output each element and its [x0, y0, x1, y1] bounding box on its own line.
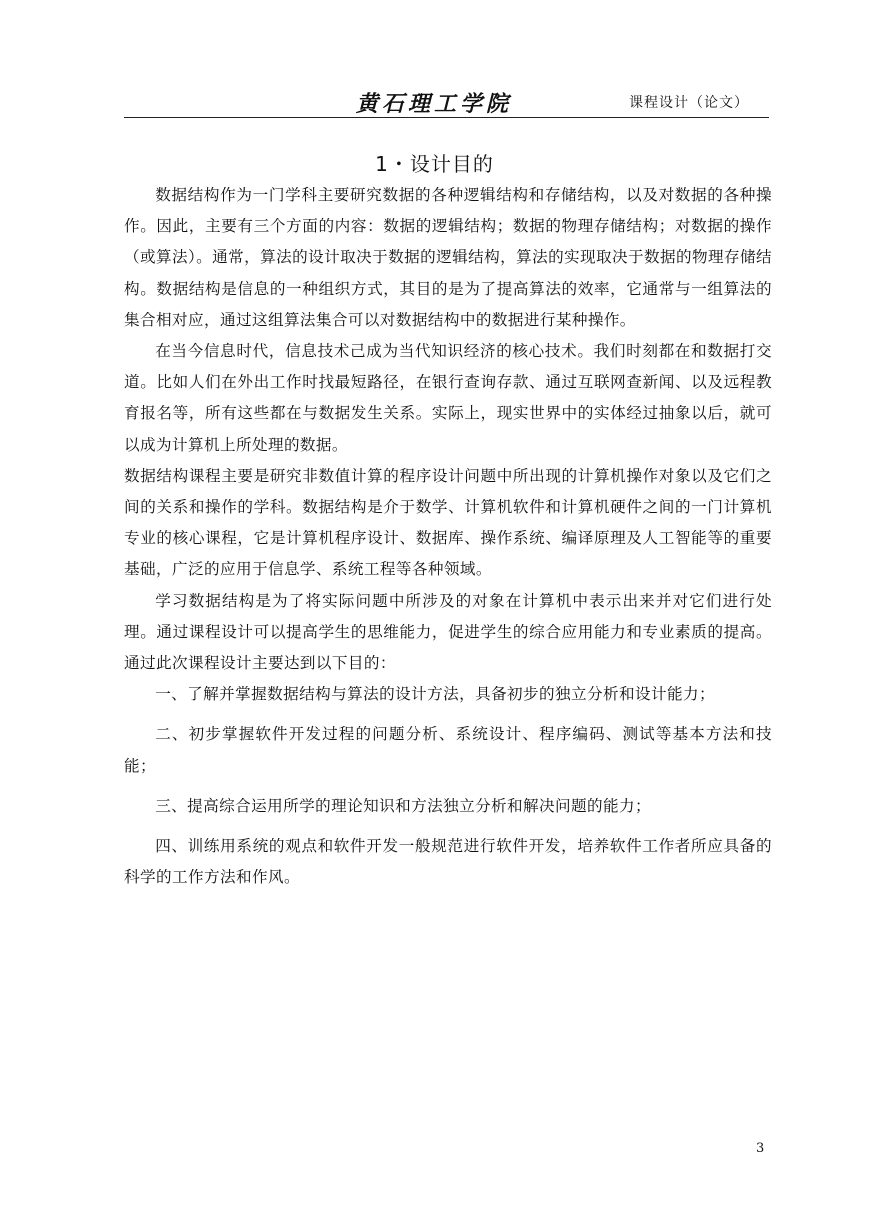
paragraph: 数据结构作为一门学科主要研究数据的各种逻辑结构和存储结构，以及对数据的各种操作。因此，主要有三个方面的内容：数据的逻辑结构；数据的物理存储结构；对数据的操作（或算法）。通常，算法的设计取决于数据的逻辑结构，算法的实现取决于数据的物理存储结构。数据结构是信息的一种组织方式，其目的是为了提高算法的效率，它通常与一组算法的集合相对应，通过这组算法集合可以对数据结构中的数据进行某种操作。	[124, 186, 772, 329]
header-rule	[124, 117, 769, 118]
paragraph: 数据结构课程主要是研究非数值计算的程序设计问题中所出现的计算机操作对象以及它们之间的关系和操作的学科。数据结构是介于数学、计算机软件和计算机硬件之间的一门计算机专业的核心课程，它是计算机程序设计、数据库、操作系统、编译原理及人工智能等的重要基础，广泛的应用于信息学、系统工程等各种领域。	[124, 466, 772, 579]
list-item: 二、初步掌握软件开发过程的问题分析、系统设计、程序编码、测试等基本方法和技能；	[124, 725, 772, 775]
document-type: 课程设计（论文）	[629, 95, 749, 111]
section-title: 1・设计目的	[375, 152, 494, 176]
body-text	[124, 180, 772, 893]
page-number: 3	[756, 1141, 765, 1156]
list-item: 一、了解并掌握数据结构与算法的设计方法，具备初步的独立分析和设计能力；	[155, 685, 715, 704]
paragraph: 在当今信息时代，信息技术己成为当代知识经济的核心技术。我们时刻都在和数据打交道。比如人们在外出工作时找最短路径，在银行查询存款、通过互联网查新闻、以及远程教育报名等，所有这些都在与数据发生关系。实际上，现实世界中的实体经过抽象以后，就可以成为计算机上所处理的数据。	[124, 342, 772, 454]
page-header	[124, 82, 769, 120]
list-item: 四、训练用系统的观点和软件开发一般规范进行软件开发，培养软件工作者所应具备的科学的工作方法和作风。	[124, 837, 772, 887]
paragraph: 学习数据结构是为了将实际问题中所涉及的对象在计算机中表示出来并对它们进行处理。通过课程设计可以提高学生的思维能力，促进学生的综合应用能力和专业素质的提高。通过此次课程设计主要达到以下目的：	[124, 591, 772, 673]
list-item: 三、提高综合运用所学的理论知识和方法独立分析和解决问题的能力；	[155, 796, 651, 815]
school-name-logo: 黄石理工学院	[356, 91, 513, 117]
